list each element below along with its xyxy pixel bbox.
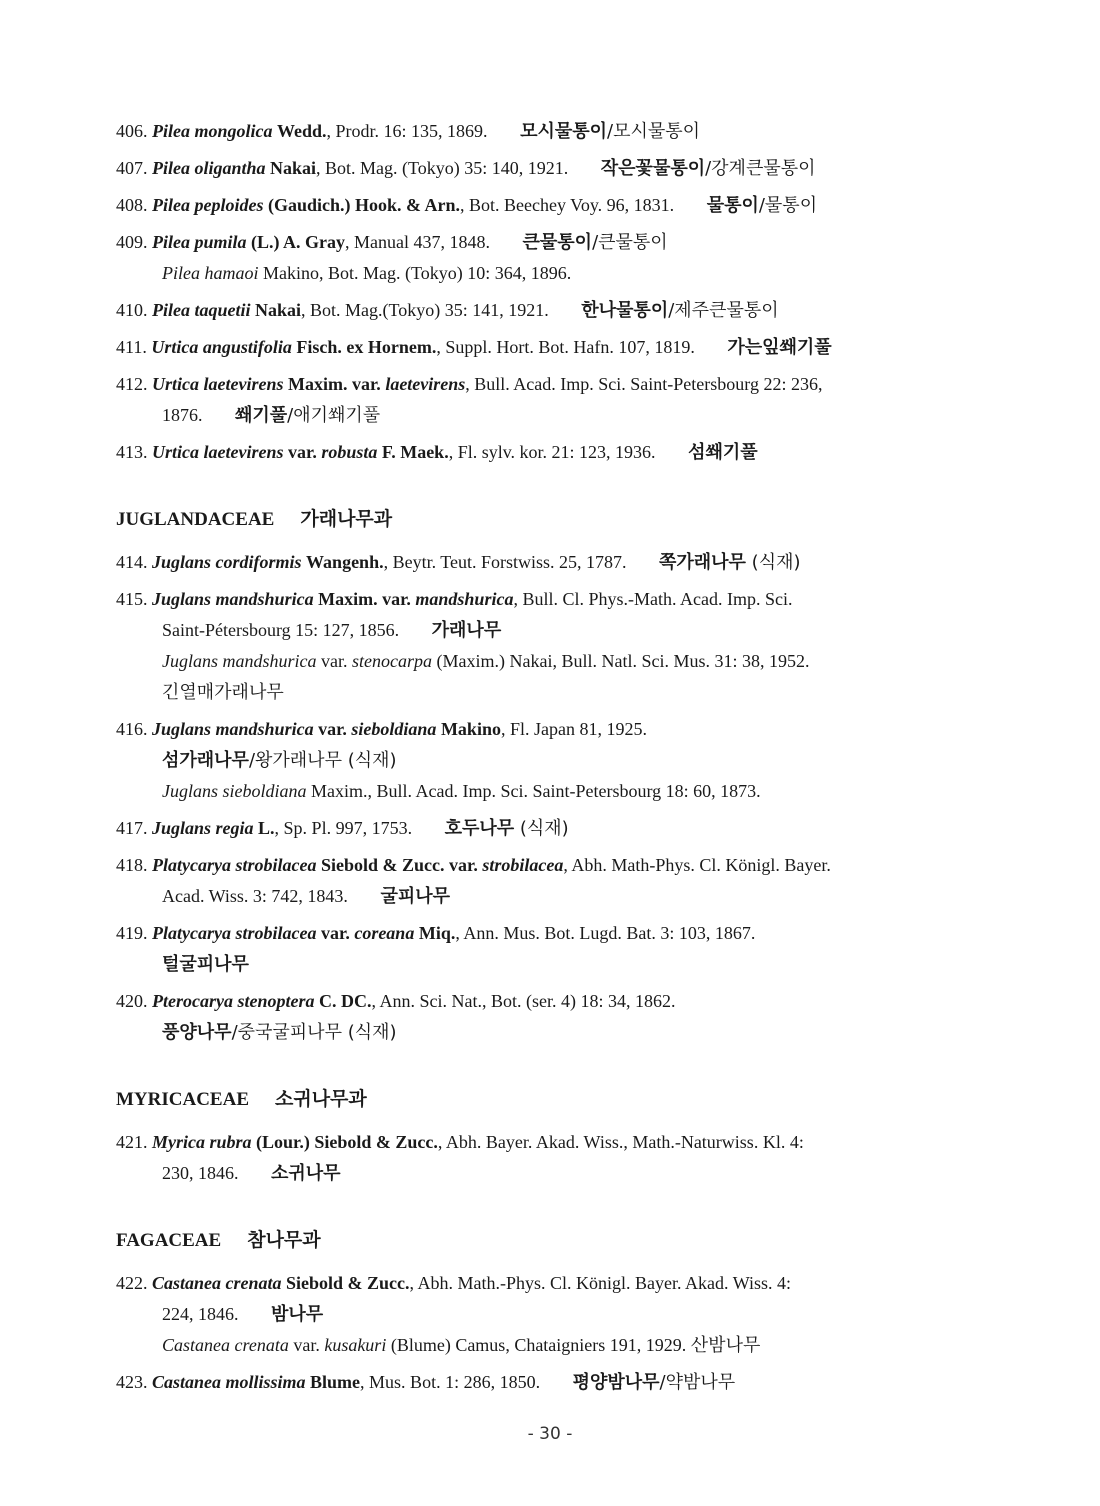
entry-418 — [116, 850, 996, 912]
synonym — [116, 1330, 996, 1361]
synonym-rank: var. — [288, 1335, 325, 1355]
author: Nakai — [255, 300, 302, 320]
species: strobilacea — [235, 855, 317, 875]
species: crenata — [225, 1273, 282, 1293]
genus: Myrica — [152, 1132, 205, 1152]
synonym-korean-name: 긴열매가래나무 — [162, 682, 284, 703]
genus: Castanea — [152, 1372, 222, 1392]
genus: Pilea — [152, 195, 190, 215]
genus: Juglans — [152, 589, 212, 609]
family-heading-juglandaceae — [116, 502, 996, 537]
genus: Pterocarya — [152, 991, 233, 1011]
species: mandshurica — [215, 589, 314, 609]
synonym-infraspecific: stenocarpa — [352, 651, 432, 671]
infraspecific-epithet: strobilacea — [482, 855, 564, 875]
genus: Urtica — [151, 337, 199, 357]
korean-alt-name: /모시물통이 — [607, 121, 701, 142]
korean-alt-name: /물통이 — [758, 195, 818, 216]
genus: Pilea — [152, 232, 190, 252]
entry-413 — [116, 437, 996, 468]
infraspecific-epithet: laetevirens — [385, 374, 466, 394]
species: mollissima — [225, 1372, 306, 1392]
genus: Pilea — [152, 158, 190, 178]
entry-410 — [116, 295, 996, 326]
synonym — [116, 258, 996, 289]
rank: var. — [287, 442, 317, 462]
author: (L.) A. Gray — [251, 232, 346, 252]
citation: , Abh. Math.-Phys. Cl. Königl. Bayer. Akad. Wiss. 4: — [409, 1273, 791, 1293]
cultivated-note: (식재) — [341, 1022, 397, 1043]
author: Fisch. ex Hornem. — [296, 337, 437, 357]
infraspecific-epithet: sieboldiana — [351, 719, 437, 739]
korean-name: 호두나무 — [444, 818, 515, 839]
korean-alt-name: /강계큰물통이 — [705, 158, 816, 179]
author: (Lour.) Siebold & Zucc. — [256, 1132, 438, 1152]
author: F. Maek. — [381, 442, 449, 462]
citation: , Beytr. Teut. Forstwiss. 25, 1787. — [383, 552, 627, 572]
genus: Pilea — [152, 121, 190, 141]
entry-406 — [116, 116, 996, 147]
entry-number: 413. — [116, 442, 148, 462]
citation: , Bot. Mag.(Tokyo) 35: 141, 1921. — [301, 300, 549, 320]
synonym-name: Juglans mandshurica — [162, 651, 317, 671]
korean-name: 가래나무 — [431, 620, 502, 641]
entry-number: 423. — [116, 1372, 148, 1392]
species: angustifolia — [202, 337, 292, 357]
infraspecific-epithet: robusta — [321, 442, 378, 462]
citation: , Abh. Math-Phys. Cl. Königl. Bayer. — [563, 855, 831, 875]
entry-409 — [116, 227, 996, 289]
korean-name: 풍양나무 — [162, 1022, 232, 1043]
citation: , Fl. sylv. kor. 21: 123, 1936. — [448, 442, 656, 462]
entry-number: 414. — [116, 552, 148, 572]
entry-number: 420. — [116, 991, 148, 1011]
entry-number: 411. — [116, 337, 147, 357]
synonym-korean-name: 산밤나무 — [690, 1335, 761, 1356]
entry-407 — [116, 153, 996, 184]
family-korean: 참나무과 — [247, 1229, 321, 1251]
author: Blume — [310, 1372, 361, 1392]
family-korean: 소귀나무과 — [275, 1088, 367, 1110]
synonym-citation: Makino, Bot. Mag. (Tokyo) 10: 364, 1896. — [258, 263, 572, 283]
family-latin: JUGLANDACEAE — [116, 509, 275, 530]
korean-name: 털굴피나무 — [162, 954, 249, 975]
author: Wedd. — [277, 121, 327, 141]
entry-number: 419. — [116, 923, 148, 943]
entry-number: 418. — [116, 855, 148, 875]
cultivated-note: (식재) — [341, 750, 397, 771]
korean-alt-name: /중국굴피나무 — [231, 1022, 342, 1043]
species: laetevirens — [203, 442, 284, 462]
family-latin: MYRICACEAE — [116, 1089, 249, 1110]
author: L. — [258, 818, 275, 838]
genus: Pilea — [152, 300, 190, 320]
entry-408 — [116, 190, 996, 221]
korean-name: 굴피나무 — [380, 886, 450, 907]
family-korean: 가래나무과 — [300, 508, 393, 530]
korean-name: 작은꽃물통이 — [600, 158, 706, 179]
genus: Juglans — [152, 818, 212, 838]
citation: , Suppl. Hort. Bot. Hafn. 107, 1819. — [436, 337, 695, 357]
citation: , Bot. Beechey Voy. 96, 1831. — [460, 195, 675, 215]
korean-name: 소귀나무 — [271, 1163, 341, 1184]
korean-name: 한나물통이 — [581, 300, 669, 321]
rank: var. — [318, 719, 347, 739]
species: stenoptera — [237, 991, 315, 1011]
synonym-citation: Maxim., Bull. Acad. Imp. Sci. Saint-Petersbourg 18: 60, 1873. — [306, 781, 761, 801]
species: peploides — [194, 195, 264, 215]
entry-419 — [116, 918, 996, 980]
entry-411 — [116, 332, 996, 363]
entry-415 — [116, 584, 996, 708]
species: pumila — [194, 232, 247, 252]
citation: , Ann. Mus. Bot. Lugd. Bat. 3: 103, 1867. — [455, 923, 756, 943]
entry-number: 410. — [116, 300, 148, 320]
citation: , Bull. Cl. Phys.-Math. Acad. Imp. Sci. — [513, 589, 793, 609]
citation: , Prodr. 16: 135, 1869. — [326, 121, 488, 141]
korean-name: 가는잎쐐기풀 — [727, 337, 832, 358]
entry-422 — [116, 1268, 996, 1361]
species: oligantha — [194, 158, 266, 178]
species: regia — [215, 818, 254, 838]
synonym-name: Pilea hamaoi — [162, 263, 259, 283]
synonym-name: Juglans sieboldiana — [162, 781, 307, 801]
species: mandshurica — [215, 719, 314, 739]
family-heading-fagaceae — [116, 1223, 996, 1258]
species: laetevirens — [203, 374, 284, 394]
entry-number: 415. — [116, 589, 148, 609]
synonym — [116, 776, 996, 807]
korean-name: 쐐기풀 — [235, 405, 288, 426]
entry-420 — [116, 986, 996, 1048]
citation-continued: Acad. Wiss. 3: 742, 1843. — [162, 886, 348, 906]
cultivated-note: (식재) — [745, 552, 801, 573]
entry-416 — [116, 714, 996, 807]
entry-number: 412. — [116, 374, 148, 394]
citation: , Bull. Acad. Imp. Sci. Saint-Petersbourg 22: 236, — [465, 374, 823, 394]
entry-number: 421. — [116, 1132, 148, 1152]
author: Makino — [440, 719, 501, 739]
entry-number: 416. — [116, 719, 148, 739]
entry-414 — [116, 547, 996, 578]
genus: Urtica — [152, 442, 199, 462]
genus: Platycarya — [152, 855, 231, 875]
species: taquetii — [194, 300, 251, 320]
species: strobilacea — [235, 923, 317, 943]
korean-name: 쪽가래나무 — [659, 552, 746, 573]
entry-number: 417. — [116, 818, 148, 838]
species: mongolica — [194, 121, 273, 141]
synonym-citation: (Blume) Camus, Chataigniers 191, 1929. — [386, 1335, 691, 1355]
citation-continued: 1876. — [162, 405, 203, 425]
synonym — [116, 646, 996, 677]
citation: , Manual 437, 1848. — [345, 232, 490, 252]
korean-name: 섬쐐기풀 — [688, 442, 758, 463]
species: cordiformis — [215, 552, 302, 572]
citation: , Abh. Bayer. Akad. Wiss., Math.-Naturwiss. Kl. 4: — [437, 1132, 804, 1152]
citation-continued: 230, 1846. — [162, 1163, 239, 1183]
infraspecific-epithet: coreana — [354, 923, 415, 943]
citation: , Mus. Bot. 1: 286, 1850. — [360, 1372, 541, 1392]
entry-423 — [116, 1367, 996, 1398]
korean-name: 밤나무 — [271, 1304, 324, 1325]
genus: Platycarya — [152, 923, 231, 943]
page-content — [116, 116, 996, 1404]
species: rubra — [209, 1132, 252, 1152]
author: Nakai — [270, 158, 317, 178]
korean-name: 평양밤나무 — [572, 1372, 660, 1393]
author: Wangenh. — [306, 552, 384, 572]
korean-name: 큰물통이 — [522, 232, 593, 253]
citation-continued: Saint-Pétersbourg 15: 127, 1856. — [162, 620, 400, 640]
citation: , Ann. Sci. Nat., Bot. (ser. 4) 18: 34, 1862. — [371, 991, 676, 1011]
entry-number: 407. — [116, 158, 148, 178]
citation: , Bot. Mag. (Tokyo) 35: 140, 1921. — [316, 158, 569, 178]
author: Maxim. var. — [318, 589, 411, 609]
entry-number: 422. — [116, 1273, 148, 1293]
entry-421 — [116, 1127, 996, 1189]
entry-number: 406. — [116, 121, 148, 141]
synonym-rank: var. — [316, 651, 352, 671]
synonym-name: Castanea crenata — [162, 1335, 289, 1355]
synonym-citation: (Maxim.) Nakai, Bull. Natl. Sci. Mus. 31: 38, 1952. — [432, 651, 810, 671]
korean-alt-name: /약밤나무 — [659, 1372, 736, 1393]
citation: , Fl. Japan 81, 1925. — [500, 719, 647, 739]
entry-417 — [116, 813, 996, 844]
rank: var. — [320, 923, 350, 943]
cultivated-note: (식재) — [514, 818, 569, 839]
author: Siebold & Zucc. var. — [320, 855, 478, 875]
korean-name: 모시물통이 — [520, 121, 608, 142]
genus: Castanea — [152, 1273, 222, 1293]
korean-name: 섬가래나무 — [162, 750, 249, 771]
genus: Urtica — [152, 374, 199, 394]
family-heading-myricaceae — [116, 1082, 996, 1117]
citation-continued: 224, 1846. — [162, 1304, 239, 1324]
citation: , Sp. Pl. 997, 1753. — [274, 818, 413, 838]
synonym-infraspecific: kusakuri — [324, 1335, 387, 1355]
korean-alt-name: /제주큰물통이 — [668, 300, 779, 321]
author: Miq. — [418, 923, 456, 943]
infraspecific-epithet: mandshurica — [415, 589, 514, 609]
korean-alt-name: /왕가래나무 — [248, 750, 342, 771]
family-latin: FAGACEAE — [116, 1230, 222, 1251]
author: Maxim. var. — [287, 374, 381, 394]
entry-number: 409. — [116, 232, 148, 252]
korean-name: 물통이 — [706, 195, 759, 216]
entry-412 — [116, 369, 996, 431]
genus: Juglans — [152, 719, 212, 739]
author: (Gaudich.) Hook. & Arn. — [268, 195, 461, 215]
author: C. DC. — [319, 991, 372, 1011]
author: Siebold & Zucc. — [286, 1273, 410, 1293]
genus: Juglans — [152, 552, 212, 572]
korean-alt-name: /큰물통이 — [592, 232, 668, 253]
page-number: - 30 - — [527, 1424, 573, 1444]
korean-alt-name: /애기쐐기풀 — [287, 405, 381, 426]
entry-number: 408. — [116, 195, 148, 215]
